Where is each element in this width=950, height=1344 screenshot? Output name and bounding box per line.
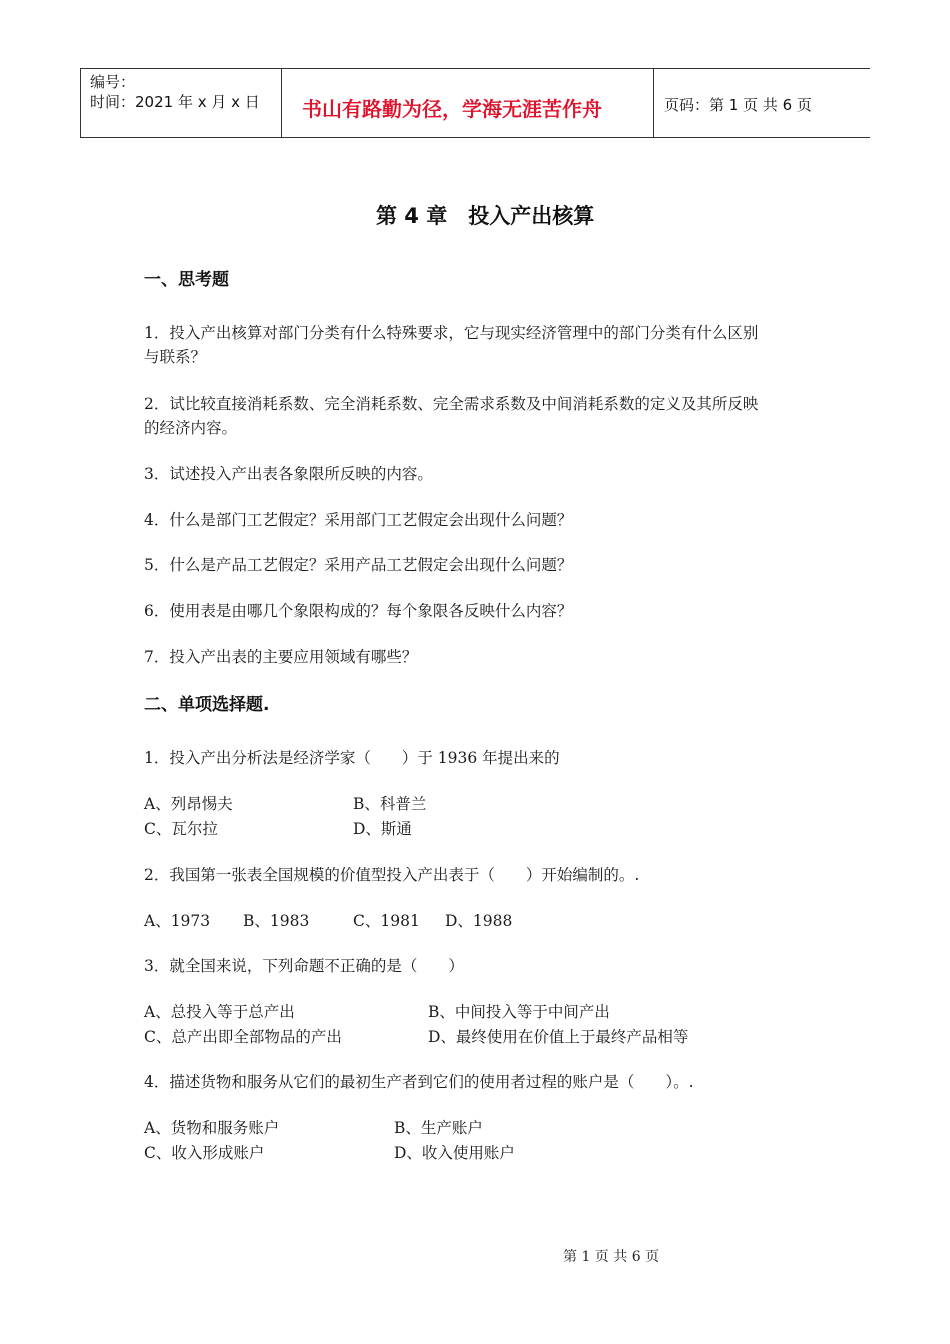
mc-2-option-b: B、1983	[243, 912, 310, 930]
mc-question-4: 4．描述货物和服务从它们的最初生产者到它们的使用者过程的账户是（ ）。.	[144, 1073, 694, 1091]
mc-2-option-c: C、1981	[353, 912, 420, 930]
mc-1-option-b: B、科普兰	[353, 795, 427, 813]
question-1-line-1: 1．投入产出核算对部门分类有什么特殊要求，它与现实经济管理中的部门分类有什么区别	[144, 324, 759, 342]
question-3: 3．试述投入产出表各象限所反映的内容。	[144, 465, 433, 483]
mc-3-option-a: A、总投入等于总产出	[144, 1003, 295, 1021]
mc-4-option-b: B、生产账户	[394, 1119, 483, 1137]
mc-3-option-d: D、最终使用在价值上于最终产品相等	[428, 1028, 689, 1046]
document-title: 第 4 章 投入产出核算	[376, 204, 595, 228]
header-time-label: 时间：2021 年 x 月 x 日	[90, 93, 260, 111]
header-number-label: 编号：	[90, 73, 136, 91]
mc-1-option-a: A、列昂惕夫	[144, 795, 233, 813]
mc-2-option-d: D、1988	[445, 912, 513, 930]
question-2-line-1: 2．试比较直接消耗系数、完全消耗系数、完全需求系数及中间消耗系数的定义及其所反映	[144, 395, 759, 413]
header-page-info: 页码：第 1 页 共 6 页	[664, 96, 812, 114]
question-4: 4．什么是部门工艺假定？采用部门工艺假定会出现什么问题？	[144, 511, 573, 529]
mc-3-option-c: C、总产出即全部物品的产出	[144, 1028, 342, 1046]
section-heading-single-choice: 二、单项选择题.	[144, 695, 270, 715]
mc-question-2: 2．我国第一张表全国规模的价值型投入产出表于（ ）开始编制的。.	[144, 866, 640, 884]
section-heading-thinking: 一、思考题	[144, 270, 229, 290]
header-divider-1	[281, 69, 282, 137]
mc-1-option-d: D、斯通	[353, 820, 412, 838]
document-header	[80, 68, 870, 138]
mc-4-option-c: C、收入形成账户	[144, 1144, 265, 1162]
mc-3-option-b: B、中间投入等于中间产出	[428, 1003, 610, 1021]
mc-4-option-d: D、收入使用账户	[394, 1144, 515, 1162]
question-2-line-2: 的经济内容。	[144, 419, 238, 437]
question-5: 5．什么是产品工艺假定？采用产品工艺假定会出现什么问题？	[144, 556, 573, 574]
header-motto: 书山有路勤为径，学海无涯苦作舟	[302, 97, 602, 121]
mc-question-1: 1．投入产出分析法是经济学家（ ）于 1936 年提出来的	[144, 749, 560, 767]
mc-question-3: 3．就全国来说，下列命题不正确的是（ ）	[144, 957, 464, 975]
mc-4-option-a: A、货物和服务账户	[144, 1119, 280, 1137]
question-6: 6．使用表是由哪几个象限构成的？每个象限各反映什么内容？	[144, 602, 573, 620]
question-7: 7．投入产出表的主要应用领域有哪些？	[144, 648, 418, 666]
page-footer-number: 第 1 页 共 6 页	[563, 1249, 660, 1265]
question-1-line-2: 与联系？	[144, 348, 207, 366]
mc-1-option-c: C、瓦尔拉	[144, 820, 218, 838]
header-divider-2	[653, 69, 654, 137]
header-divider-left	[80, 69, 81, 137]
mc-2-option-a: A、1973	[144, 912, 211, 930]
